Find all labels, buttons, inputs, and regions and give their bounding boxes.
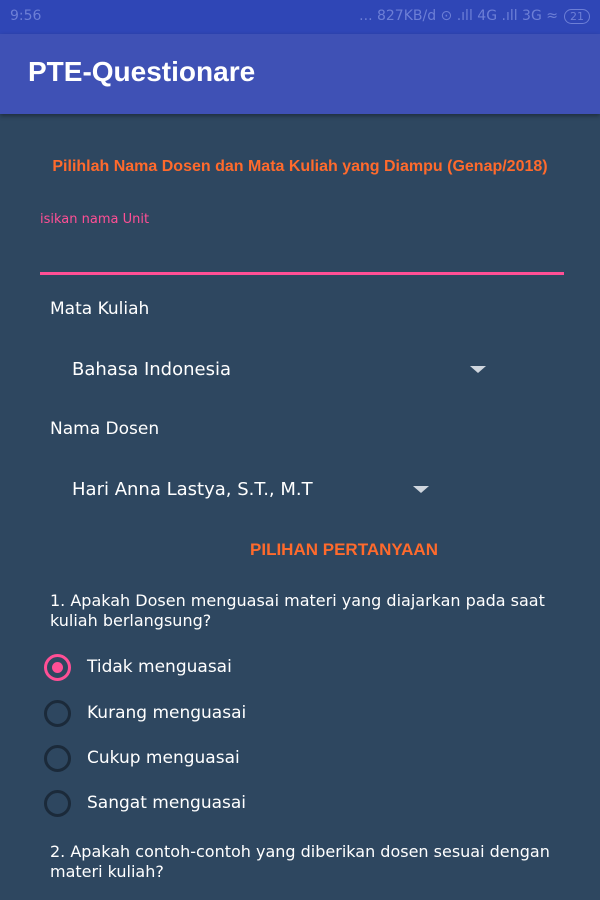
questions-section-title: PILIHAN PERTANYAAN: [250, 540, 438, 559]
q1-option-label: Tidak menguasai: [87, 657, 232, 677]
radio-unchecked-icon[interactable]: [44, 790, 71, 817]
battery-icon: 21: [564, 9, 590, 24]
radio-unchecked-icon[interactable]: [44, 745, 71, 772]
lecturer-label: Nama Dosen: [50, 419, 160, 439]
course-label: Mata Kuliah: [50, 299, 150, 319]
status-time: 9:56: [10, 8, 42, 24]
q1-option-cukup[interactable]: [44, 742, 240, 774]
q1-option-label: Cukup menguasai: [87, 748, 240, 768]
network-indicators: ... 827KB/d ⊙ .ıll 4G .ıll 3G ≈: [359, 8, 558, 24]
q1-option-sangat[interactable]: [44, 787, 246, 819]
app-title: PTE-Questionare: [28, 56, 256, 87]
radio-unchecked-icon[interactable]: [44, 700, 71, 727]
radio-checked-icon[interactable]: [44, 654, 71, 681]
q1-option-label: Kurang menguasai: [87, 703, 247, 723]
lecturer-dropdown-arrow-icon[interactable]: [413, 486, 429, 493]
question-1-text: 1. Apakah Dosen menguasai materi yang diajarkan pada saat kuliah berlangsung?: [50, 591, 545, 630]
app-bar: [0, 34, 600, 114]
q1-option-kurang[interactable]: [44, 697, 246, 729]
question-2-text: 2. Apakah contoh-contoh yang diberikan dosen sesuai dengan materi kuliah?: [50, 842, 550, 881]
form-heading: Pilihlah Nama Dosen dan Mata Kuliah yang Diampu (Genap/2018): [52, 158, 548, 175]
course-dropdown[interactable]: [72, 351, 497, 387]
lecturer-selected-value: Hari Anna Lastya, S.T., M.T: [72, 478, 313, 500]
course-dropdown-arrow-icon[interactable]: [470, 366, 486, 373]
q1-option-label: Sangat menguasai: [87, 793, 247, 813]
q1-option-tidak[interactable]: [44, 651, 232, 683]
unit-input[interactable]: [40, 230, 564, 275]
status-bar: [0, 0, 600, 34]
status-indicators: [359, 8, 590, 24]
unit-field-hint: isikan nama Unit: [40, 212, 150, 227]
lecturer-dropdown[interactable]: [72, 471, 442, 507]
course-selected-value: Bahasa Indonesia: [72, 358, 231, 380]
